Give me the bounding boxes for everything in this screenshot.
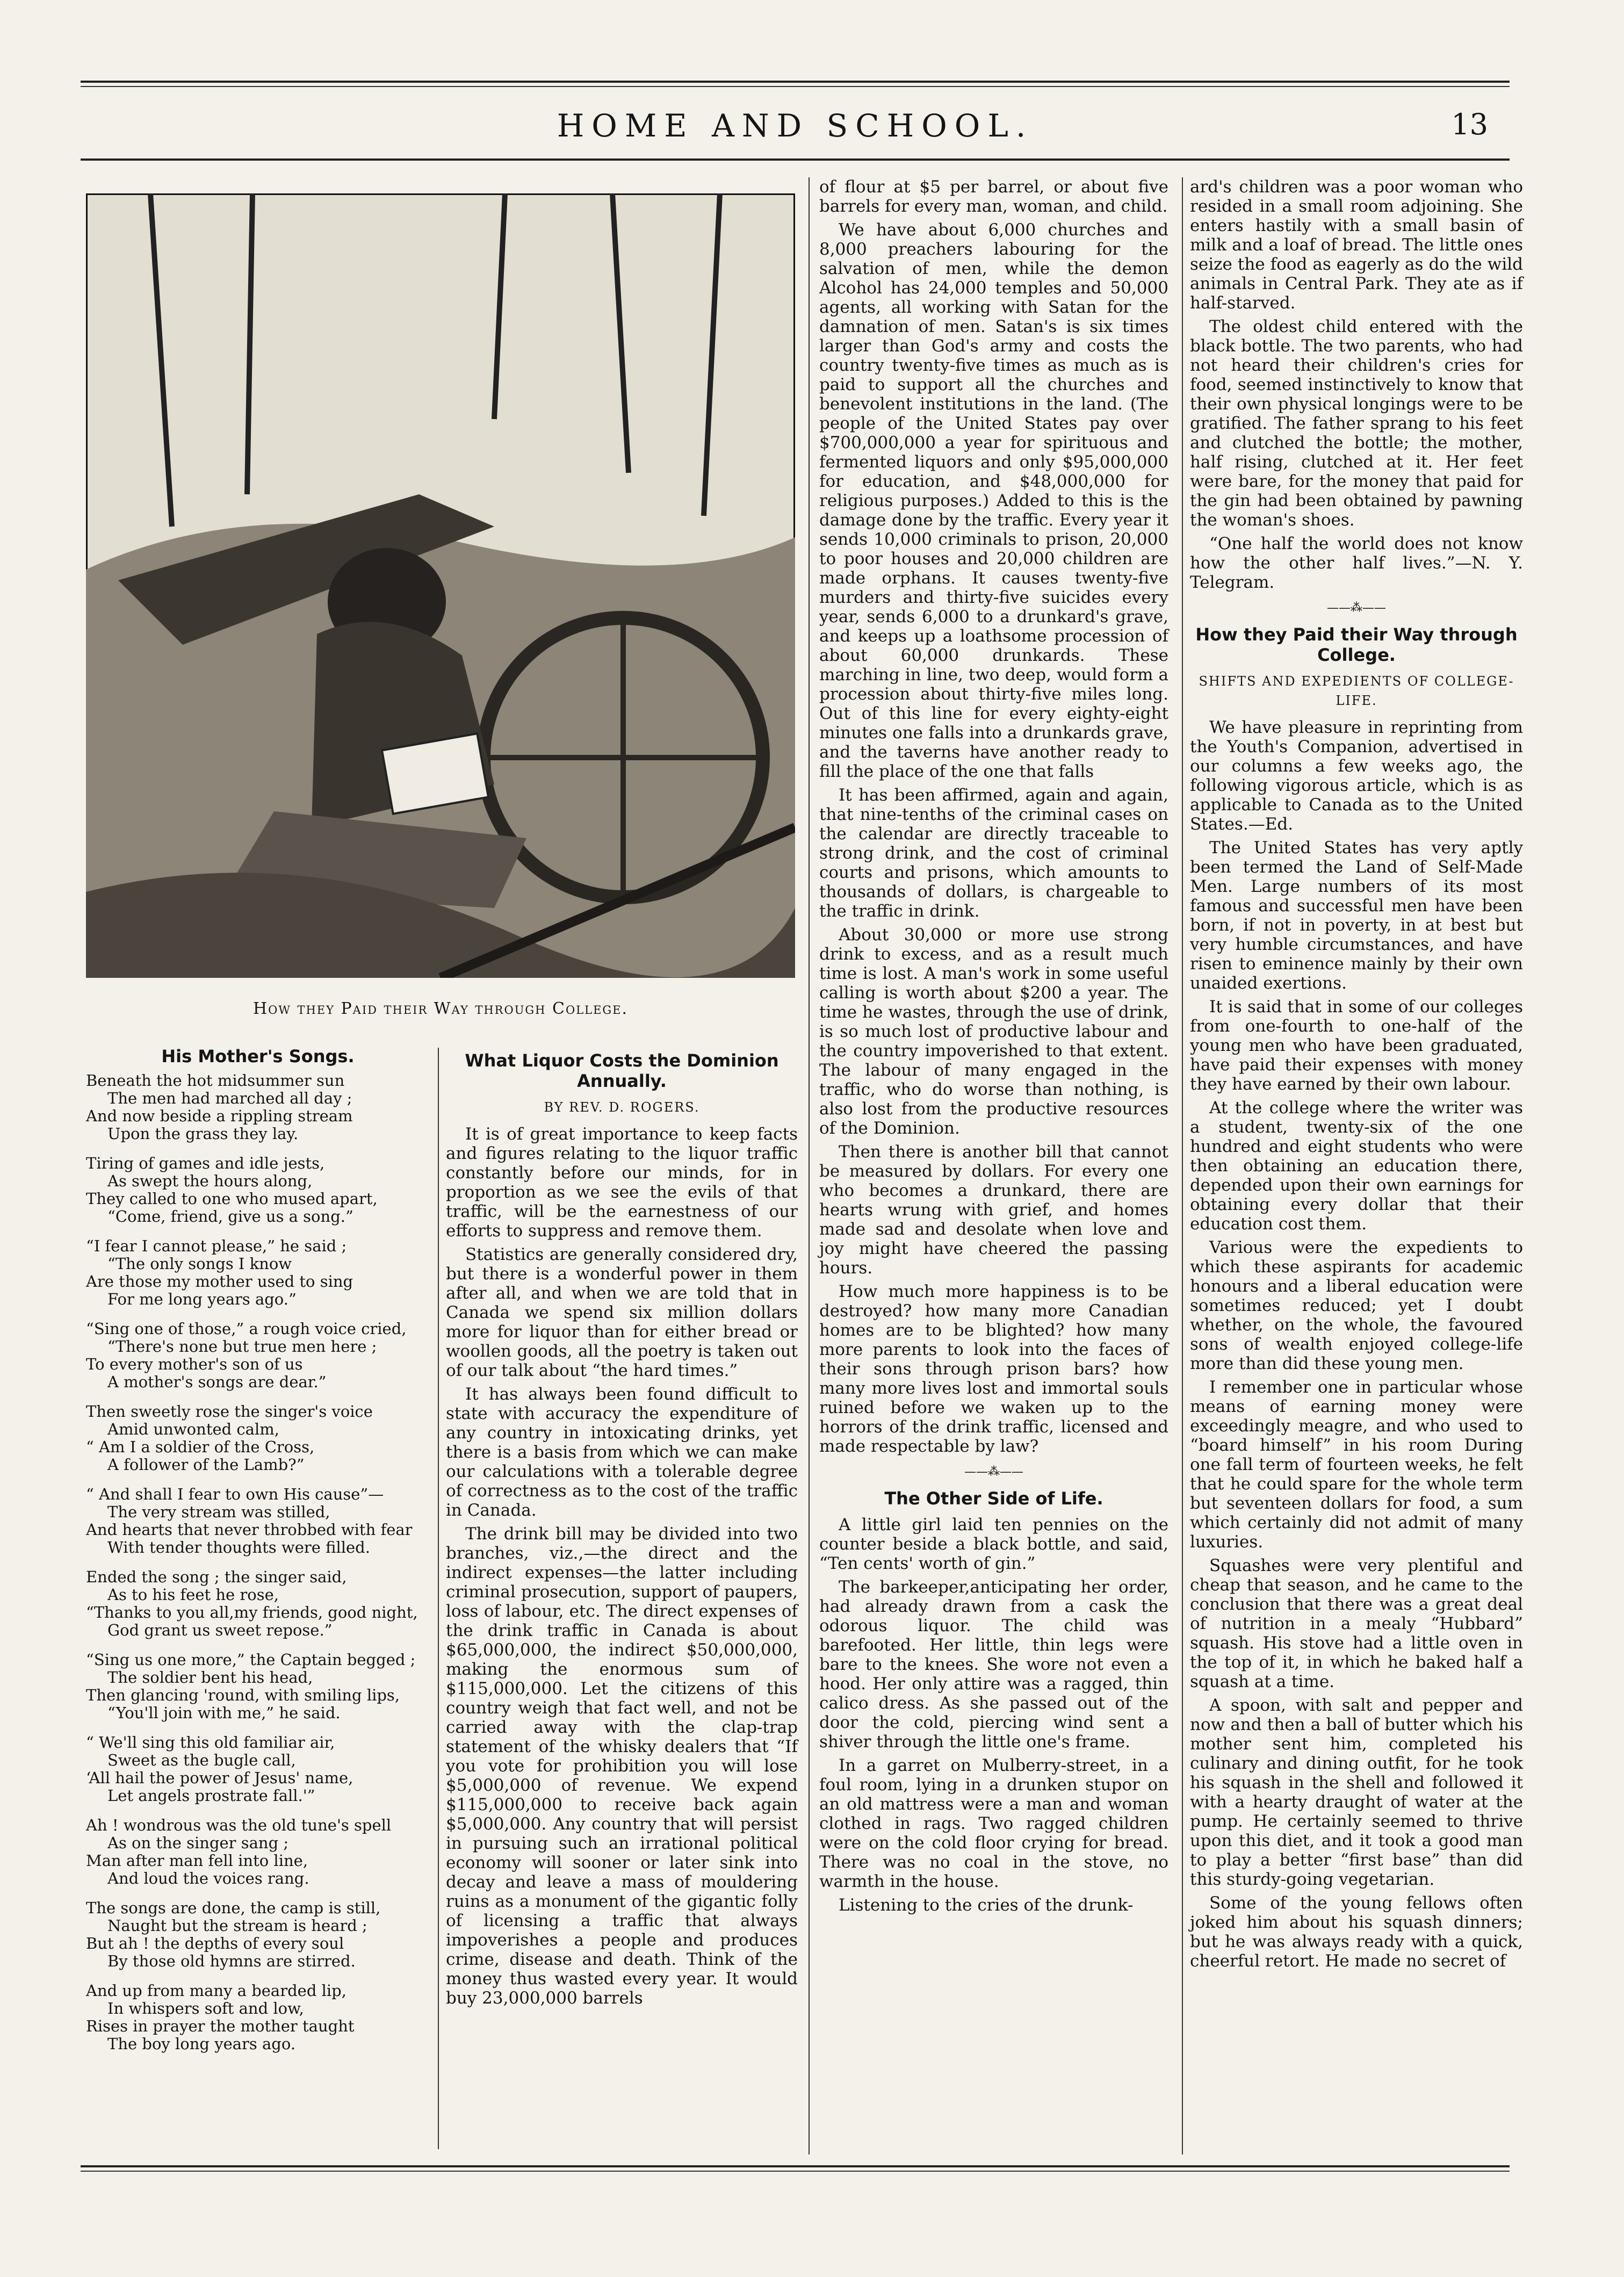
poem-stanza: [86, 1072, 430, 1143]
liquor-article-byline: BY REV. D. ROGERS.: [544, 1100, 700, 1115]
poem-stanza: [86, 1403, 430, 1474]
poem-line: Naught but the stream is heard ;: [107, 1916, 367, 1935]
poem-line: As swept the hours along,: [107, 1172, 313, 1190]
header-rule: [81, 158, 1510, 161]
poem-line: “I fear I cannot please,” he said ;: [86, 1237, 347, 1255]
section-divider: ——⁂——: [964, 1465, 1023, 1479]
paragraph: I remember one in particular whose means of earning money were exceedingly meagre, and who used to “board himself” in his room During one fall term of fourteen weeks, he felt that he could spare for the whole term but seventeen dollars for food, a sum which certainly did not admit of many luxuries.: [1190, 1378, 1523, 1552]
paragraph: How much more happiness is to be destroyed? how many more Canadian homes are to be blighted? how many more parents to look into the faces of their sons through prison bars? how many more lives lost and immortal souls ruined before we waken up to the horrors of the drink traffic, licensed and made respectable by law?: [819, 1282, 1168, 1456]
paragraph: We have about 6,000 churches and 8,000 preachers labouring for the salvation of men, while the demon Alcohol has 24,000 temples and 50,000 agents, all working with Satan for the damnation of men. Satan's is six times larger than God's army and costs the country twenty-five times as much as is paid to support all the churches and benevolent institutions in the land. (The people of the United States pay over $700,000,000 a year for spirituous and fermented liquors and only $95,000,000 for education, and $48,000,000 for religious purposes.) Added to this is the damage done by the traffic. Every year it sends 10,000 criminals to prison, 20,000 to poor houses and 20,000 children are made orphans. It causes twenty-five murders and thirty-five suicides every year, sends 6,000 to a drunkard's grave, and keeps up a loathsome procession of about 60,000 drunkards. These marching in line, two deep, would form a procession about thirty-five miles long. Out of this line for every eighty-eight minutes one falls into a drunkards grave, and the taverns have another ready to fill the place of the one that falls: [819, 220, 1168, 781]
paragraph: The oldest child entered with the black bottle. The two parents, who had not heard their children's cries for food, seemed instinctively to know that their own physical longings were to be gratified. The father sprang to his feet and clutched the bottle; the mother, half rising, clutched at it. Her feet were bare, for the money that paid for the gin had been obtained by pawning the woman's shoes.: [1190, 317, 1523, 530]
paragraph: It is of great importance to keep facts and figures relating to the liquor traffic constantly before our minds, for in proportion as we see the evils of that traffic, will be the earnestness of our efforts to suppress and remove them.: [446, 1125, 798, 1241]
poem-stanza: [86, 1237, 430, 1308]
poem-stanza: [86, 1899, 430, 1970]
paragraph: At the college where the writer was a student, twenty-six of the one hundred and eight students who were then obtaining an education there, depended upon their own earnings for obtaining every dollar that their education cost them.: [1190, 1098, 1523, 1234]
poem-line: “ We'll sing this old familiar air,: [86, 1733, 335, 1752]
paragraph: It is said that in some of our colleges from one-fourth to one-half of the young men who have been graduated, have paid their expenses with money they have earned by their own labour.: [1190, 997, 1523, 1094]
paragraph: Various were the expedients to which these aspirants for academic honours and a liberal education were sometimes reduced; yet I doubt whether, on the whole, the favoured sons of wealth enjoyed college-life more than did these young men.: [1190, 1238, 1523, 1373]
poem-line: They called to one who mused apart,: [86, 1190, 378, 1208]
paragraph: Then there is another bill that cannot be measured by dollars. For every one who becomes a drunkard, there are hearts wrung with grief, and homes made sad and desolate when love and joy might have cheered the passing hours.: [819, 1142, 1168, 1278]
liquor-article-title: What Liquor Costs the Dominion Annually.: [465, 1050, 779, 1091]
poem-line: And now beside a rippling stream: [86, 1107, 353, 1125]
poem-his-mothers-songs: [86, 1048, 430, 2065]
paragraph: The United States has very aptly been termed the Land of Self-Made Men. Large numbers of its most famous and successful men have been born, if not in poverty, in at best but very humble circumstances, and have risen to eminence mainly by their own unaided exertions.: [1190, 838, 1523, 993]
paragraph: of flour at $5 per barrel, or about five barrels for every man, woman, and child.: [819, 177, 1168, 216]
poem-line: Rises in prayer the mother taught: [86, 2017, 355, 2035]
paragraph: We have pleasure in reprinting from the Youth's Companion, advertised in our columns a few weeks ago, the following vigorous article, which is as applicable to Canada as to the United States.—Ed.: [1190, 718, 1523, 834]
poem-line: But ah ! the depths of every soul: [86, 1934, 344, 1952]
section-divider: ——⁂——: [1327, 601, 1386, 615]
poem-line: The men had marched all day ;: [107, 1089, 352, 1107]
poem-line: “Sing one of those,” a rough voice cried,: [86, 1320, 407, 1338]
paragraph: It has always been found difficult to state with accuracy the expenditure of any country in intoxicating drinks, yet there is a basis from which we can make our calculations with a tolerable degree of correctness as to the cost of the traffic in Canada.: [446, 1385, 798, 1520]
poem-line: The songs are done, the camp is still,: [86, 1899, 381, 1917]
bottom-rule: [81, 2165, 1510, 2167]
poem-line: “Sing us one more,” the Captain begged ;: [86, 1651, 416, 1669]
paragraph: ard's children was a poor woman who resided in a small room adjoining. She enters hastily with a small basin of milk and a loaf of bread. The little ones seize the food as eagerly as do the wild animals in Central Park. They ate as if half-starved.: [1190, 177, 1523, 313]
college-subtitle: SHIFTS AND EXPEDIENTS OF COLLEGE-LIFE.: [1199, 674, 1514, 708]
poem-line: Man after man fell into line,: [86, 1851, 308, 1870]
poem-line: “The only songs I know: [107, 1255, 292, 1273]
column-rule-3: [1182, 177, 1183, 2154]
poem-line: “ And shall I fear to own His cause”—: [86, 1485, 384, 1503]
engraving-caption: How they Paid their Way through College.: [252, 999, 629, 1018]
paragraph: A little girl laid ten pennies on the counter beside a black bottle, and said, “Ten cents' worth of gin.”: [819, 1515, 1168, 1573]
column-three: [819, 177, 1168, 1919]
paragraph: A spoon, with salt and pepper and now and then a ball of butter which his mother sent him, completed his culinary and dining outfit, for he took his squash in the shell and followed it with a hearty draught of water at the pump. He certainly seemed to thrive upon this diet, and it took a good man to play a better “first base” than did this sturdy-going vegetarian.: [1190, 1696, 1523, 1889]
poem-line: “ Am I a soldier of the Cross,: [86, 1438, 315, 1456]
poem-line: Then sweetly rose the singer's voice: [86, 1402, 373, 1421]
paragraph: Statistics are generally considered dry, but there is a wonderful power in them after all, and when we are told that in Canada we spend six million dollars more for liquor than for either bread or woollen goods, all the poetry is taken out of our talk about “the hard times.”: [446, 1245, 798, 1380]
masthead-title: HOME AND SCHOOL.: [557, 107, 1034, 144]
poem-stanza: [86, 1817, 430, 1887]
poem-line: Ended the song ; the singer said,: [86, 1568, 347, 1586]
paragraph: “One half the world does not know how the other half lives.”—N. Y. Telegram.: [1190, 534, 1523, 592]
liquor-article: [446, 1045, 798, 2012]
poem-stanza: [86, 1982, 430, 2053]
poem-stanza: [86, 1320, 430, 1391]
column-rule-1: [438, 1048, 439, 2149]
poem-stanza: [86, 1651, 430, 1722]
poem-line: And up from many a bearded lip,: [86, 1981, 347, 2000]
poem-line: The soldier bent his head,: [107, 1668, 313, 1687]
other-side-title: The Other Side of Life.: [884, 1488, 1103, 1509]
poem-line: Upon the grass they lay.: [107, 1125, 299, 1143]
poem-stanza: [86, 1486, 430, 1557]
poem-line: “Come, friend, give us a song.”: [107, 1207, 353, 1226]
poem-line: The boy long years ago.: [107, 2035, 296, 2053]
column-four: [1190, 177, 1523, 1975]
poem-line: For me long years ago.”: [107, 1290, 297, 1308]
paragraph: Squashes were very plentiful and cheap that season, and he came to the conclusion that there was a great deal of nutrition in a mealy “Hubbard” squash. His stove had a little oven in the top of it, in which he baked half a squash at a time.: [1190, 1556, 1523, 1691]
poem-line: With tender thoughts were filled.: [107, 1538, 370, 1557]
poem-line: In whispers soft and low,: [107, 1999, 304, 2017]
poem-line: God grant us sweet repose.”: [107, 1621, 333, 1639]
top-rule-inner: [81, 86, 1510, 87]
paragraph: The barkeeper,anticipating her order, had already drawn from a cask the odorous liquor. The child was barefooted. Her little, thin legs were bare to the knees. She wore not even a hood. Her only attire was a ragged, thin calico dress. As she passed out of the door the cold, piercing wind sent a shiver through the little one's frame.: [819, 1577, 1168, 1752]
poem-line: Ah ! wondrous was the old tune's spell: [86, 1816, 392, 1834]
student-writing-engraving: [86, 193, 795, 978]
poem-line: “Thanks to you all,my friends, good night,: [86, 1603, 418, 1622]
poem-line: A follower of the Lamb?”: [107, 1455, 305, 1474]
paragraph: About 30,000 or more use strong drink to excess, and as a result much time is lost. A man's work in some useful calling is worth about $200 a year. The time he wastes, through the use of drink, is so much lost of productive labour and the country impoverished to that extent. The labour of many engaged in the traffic, who do worse than nothing, is also lost from the productive resources of the Dominion.: [819, 925, 1168, 1138]
poem-line: By those old hymns are stirred.: [107, 1952, 356, 1970]
college-title: How they Paid their Way through College.: [1195, 624, 1518, 665]
poem-line: And hearts that never throbbed with fear: [86, 1521, 413, 1539]
poem-line: Beneath the hot midsummer sun: [86, 1071, 345, 1090]
paragraph: In a garret on Mulberry-street, in a foul room, lying in a drunken stupor on an old mattress were a man and woman clothed in rags. Two ragged children were on the cold floor crying for bread. There was no coal in the stove, no warmth in the house.: [819, 1756, 1168, 1891]
column-rule-2: [809, 177, 810, 2154]
poem-line: And loud the voices rang.: [107, 1869, 309, 1887]
poem-line: Amid unwonted calm,: [107, 1420, 279, 1438]
poem-stanza: [86, 1734, 430, 1805]
top-rule: [81, 81, 1510, 83]
poem-line: The very stream was stilled,: [107, 1503, 330, 1521]
poem-line: Sweet as the bugle call,: [107, 1751, 296, 1769]
poem-line: To every mother's son of us: [86, 1355, 303, 1373]
poem-line: Tiring of games and idle jests,: [86, 1154, 325, 1172]
poem-line: As on the singer sang ;: [107, 1834, 289, 1852]
poem-line: A mother's songs are dear.”: [107, 1373, 327, 1391]
page-header: [81, 107, 1510, 156]
poem-line: “You'll join with me,” he said.: [107, 1704, 341, 1722]
page-number: 13: [1451, 107, 1488, 141]
poem-line: ‘All hail the power of Jesus' name,: [86, 1769, 353, 1787]
poem-stanza: [86, 1568, 430, 1639]
poem-line: Let angels prostrate fall.'”: [107, 1786, 315, 1805]
paragraph: Listening to the cries of the drunk-: [839, 1896, 1134, 1915]
bottom-rule-inner: [81, 2171, 1510, 2172]
paragraph: Some of the young fellows often joked him about his squash dinners; but he was always ready with a quick, cheerful retort. He made no secret of: [1190, 1893, 1523, 1971]
poem-line: Then glancing 'round, with smiling lips,: [86, 1686, 400, 1704]
poem-stanza: [86, 1155, 430, 1226]
poem-line: Are those my mother used to sing: [86, 1272, 353, 1291]
poem-line: “There's none but true men here ;: [107, 1337, 377, 1356]
poem-title: His Mother's Songs.: [161, 1046, 355, 1067]
engraving-illustration: [86, 193, 795, 978]
paragraph: The drink bill may be divided into two branches, viz.,—the direct and the indirect expenses—the latter including criminal prosecution, support of paupers, loss of labour, etc. The direct expenses of the drink traffic in Canada is about $65,000,000, the indirect $50,000,000, making the enormous sum of $115,000,000. Let the citizens of this country weigh that fact well, and not be carried away with the clap-trap statement of the whisky dealers that “If you vote for prohibition you will lose $5,000,000 of revenue. We expend $115,000,000 to receive back again $5,000,000. Any country that will persist in pursuing such an irrational political economy will sooner or later sink into decay and leave a mass of mouldering ruins as a monument of the gigantic folly of licensing a traffic that always impoverishes a people and produces crime, disease and death. Think of the money thus wasted every year. It would buy 23,000,000 barrels: [446, 1524, 798, 2008]
paragraph: It has been affirmed, again and again, that nine-tenths of the criminal cases on the calendar are directly traceable to strong drink, and the cost of criminal courts and prisons, which amounts to thousands of dollars, is chargeable to the traffic in drink.: [819, 786, 1168, 921]
poem-line: As to his feet he rose,: [107, 1586, 279, 1604]
